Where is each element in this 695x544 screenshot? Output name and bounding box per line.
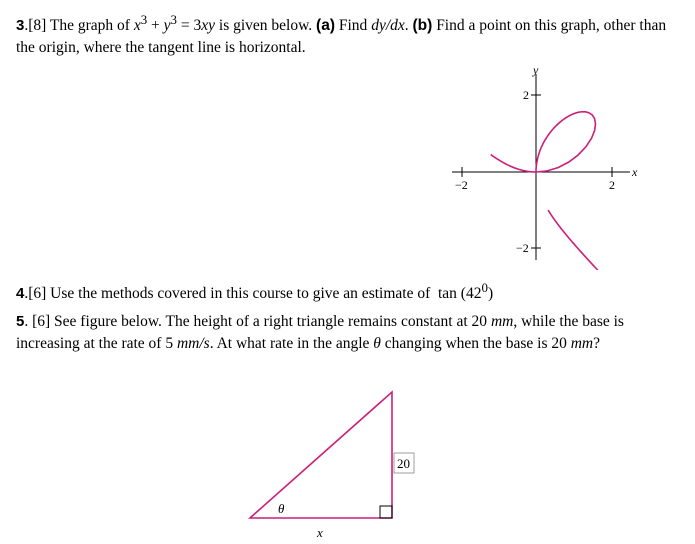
unit-mm-per-s: mm/s xyxy=(176,335,210,352)
right-angle-marker xyxy=(380,506,392,518)
problem-3-find: Find xyxy=(335,17,372,35)
degree-sup: 0 xyxy=(481,280,488,295)
y-tick-label-neg: −2 xyxy=(516,241,529,255)
x-axis-label: x xyxy=(632,165,638,179)
problem-3 xyxy=(16,9,681,59)
problem-3-dot: . xyxy=(404,17,413,35)
problem-3-number: 3 xyxy=(16,17,25,35)
folium-graph xyxy=(420,60,660,270)
eq-equals: = 3 xyxy=(177,17,202,35)
derivative-expr: dy/dx xyxy=(371,17,405,35)
problem-5-number: 5 xyxy=(16,313,25,330)
height-label: 20 xyxy=(397,456,410,471)
problem-3-given: is given below. xyxy=(215,17,317,35)
y-tick-label-pos: 2 xyxy=(523,88,529,102)
base-label: x xyxy=(317,525,323,540)
tan-expr: tan (42 xyxy=(438,285,482,303)
theta-symbol: θ xyxy=(373,335,381,352)
tan-close: ) xyxy=(487,285,494,303)
unit-mm-2: mm xyxy=(570,335,594,352)
problem-4 xyxy=(16,277,681,305)
problem-3-rest: Find a point on this graph, other than the origin, where the tangent line is horizontal. xyxy=(16,17,667,57)
eq-xy: xy xyxy=(201,17,216,35)
right-triangle-figure xyxy=(240,385,420,544)
problem-5-text-4: changing when the base is 20 xyxy=(380,335,571,352)
part-a-label: (a) xyxy=(316,17,335,35)
problem-4-number: 4 xyxy=(16,285,25,303)
unit-mm: mm xyxy=(490,313,514,330)
angle-label: θ xyxy=(278,501,285,516)
right-triangle xyxy=(250,392,392,518)
problem-5 xyxy=(16,311,681,355)
problem-3-intro: .[8] The graph of xyxy=(24,17,134,35)
x-tick-label-pos: 2 xyxy=(609,178,615,192)
folium-curve xyxy=(491,112,603,270)
problem-4-text: .[6] Use the methods covered in this course to give an estimate of xyxy=(24,285,431,303)
problem-5-text-5: ? xyxy=(593,335,601,352)
problem-5-text-1: . [6] See figure below. The height of a right triangle remains constant at 20 xyxy=(24,313,491,330)
eq-sup-1: 3 xyxy=(140,12,148,27)
part-b-label: (b) xyxy=(412,17,433,35)
problem-5-text-2: , while the base is increasing at the rate of 5 xyxy=(16,313,624,352)
eq-y: y xyxy=(163,17,171,35)
problem-5-text-3: . At what rate in the angle xyxy=(209,335,374,352)
x-tick-label-neg: −2 xyxy=(455,178,468,192)
eq-x: x xyxy=(133,17,141,35)
y-axis-label: y xyxy=(533,63,539,77)
eq-sup-2: 3 xyxy=(170,12,177,27)
eq-plus: + xyxy=(147,17,164,35)
